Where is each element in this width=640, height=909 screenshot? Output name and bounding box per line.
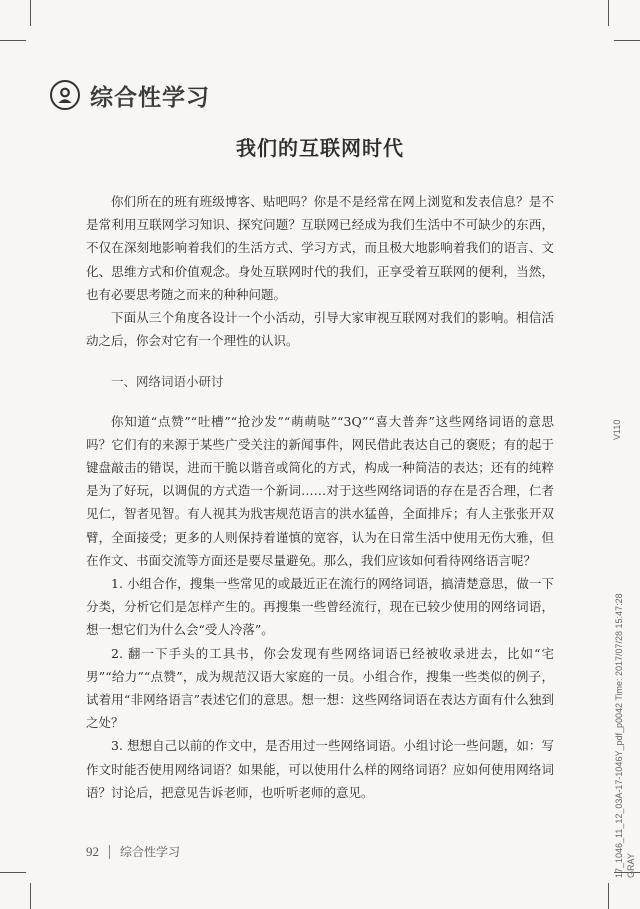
footer-section: 综合性学习 [120, 845, 181, 859]
section-header [50, 78, 210, 112]
person-badge-icon [50, 80, 80, 110]
page-number: 92 [86, 843, 99, 859]
crop-mark [30, 883, 31, 909]
crop-mark [614, 40, 640, 41]
footer-divider [109, 845, 110, 859]
crop-mark [608, 0, 609, 26]
crop-mark [0, 872, 26, 873]
section-title: 综合性学习 [90, 84, 210, 111]
crop-mark [30, 0, 31, 26]
margin-code-gray: GRAY [626, 853, 636, 878]
body-paragraph: 你知道“点赞”“吐槽”“抢沙发”“萌萌哒”“3Q”“喜大普奔”这些网络词语的意思吗？它们有的来源于某些广受关注的新闻事件，网民借此表达自己的褒贬；有的起于键盘敲击的错误，进而干脆以谐音或简化的方式，构成一种简洁的表达；还有的纯粹是为了好玩，以调侃的方式造一个新词……对于这些网络词语的存在是否合理，仁者见仁，智者见智。有人视其为戕害规范语言的洪水猛兽，全面排斥；有人主张张开双臂，全面接受；更多的人则保持着谨慎的宽容，认为在日常生活中使用无伤大雅，但在作文、书面交流等方面还是要尽量避免。那么，我们应该如何看待网络语言呢？ [86, 413, 554, 568]
section-heading: 一、网络词语小研讨 [111, 374, 224, 390]
crop-mark [0, 40, 26, 41]
activity-item: 1. 小组合作，搜集一些常见的或最近正在流行的网络词语，搞清楚意思，做一下分类，分析它们是怎样产生的。再搜集一些曾经流行，现在已较少使用的网络词语，想一想它们为什么会“受人冷落”。 [86, 576, 554, 638]
activity-item: 3. 想想自己以前的作文中，是否用过一些网络词语。小组讨论一些问题，如：写作文时能否使用网络词语？如果能，可以使用什么样的网络词语？应如何使用网络词语？讨论后，把意见告诉老师，也听听老师的意见。 [86, 738, 554, 800]
intro-paragraph: 你们所在的班有班级博客、贴吧吗？你是不是经常在网上浏览和发表信息？是不是常利用互联网学习知识、探究问题？互联网已经成为我们生活中不可缺少的东西，不仅在深刻地影响着我们的生活方式、学习方式，而且极大地影响着我们的语言、文化、思维方式和价值观念。身处互联网时代的我们，正享受着互联网的便利，当然，也有必要思考随之而来的种种问题。 [86, 194, 554, 302]
crop-mark [608, 883, 609, 909]
page-title: 我们的互联网时代 [236, 136, 404, 160]
margin-code-bottom: 17_1046_11_12_03A-17-1046Y_pdf_p0042 Time: 2017/07/28 15:47:28 [614, 593, 624, 878]
activity-item: 2. 翻一下手头的工具书，你会发现有些网络词语已经被收录进去，比如“宅男”“给力”“点赞”，成为规范汉语大家庭的一员。小组合作，搜集一些类似的例子，试着用“非网络语言”表述它们的意思。想一想：这些网络词语在表达方面有什么独到之处？ [86, 645, 554, 731]
margin-code-top: V110 [612, 419, 622, 440]
page-footer [86, 843, 180, 860]
intro-paragraph: 下面从三个角度各设计一个小活动，引导大家审视互联网对我们的影响。相信活动之后，你会对它有一个理性的认识。 [86, 310, 554, 349]
article-body [86, 190, 554, 804]
